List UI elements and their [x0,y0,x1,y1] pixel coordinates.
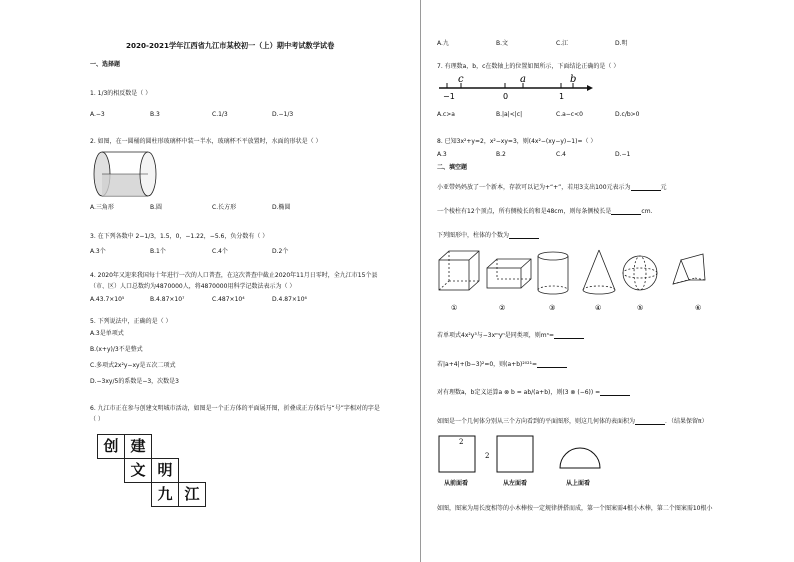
f6-text: 对有理数a，b定义运算a ⊗ b = ab/(a+b)，则(3 ⊗ (−6)) = [437,389,601,396]
q7-text: 7. 有理数a，b，c在数轴上的位置如图所示，下面结论正确的是（ ） [437,63,620,70]
f3-blank [509,232,539,239]
f2-unit: cm. [641,208,653,215]
f4-text: 若单项式4x²y³与−3xᵐyⁿ是同类项，则mⁿ= [437,332,555,339]
f3-text: 下列图形中，柱体的个数为 [437,232,510,239]
cylinder-shape [538,252,568,294]
f1-unit: 元 [660,184,667,191]
q4-line1: 4. 2020年又迎来我国每十年进行一次的人口普查，在这次普查中截止2020年11月日零时，全九江市15个县 [90,272,378,279]
f7-tail: ．（结果保留π） [665,418,708,425]
q1-opt-b: B.3 [150,111,160,118]
q1-opt-a: A.−3 [90,111,105,118]
shape-label-2: ② [499,304,506,312]
q4-opt-b: B.4.87×10⁷ [150,296,185,303]
view-label-left: 从左面看 [503,480,528,487]
q1-text: 1. 1/3的相反数是（ ） [90,90,152,97]
axis-label-c: c [458,74,464,85]
f4-line [437,332,584,339]
axis-tick-0: 0 [503,92,509,101]
q5-text: 5. 下列说法中，正确的是（ ） [90,318,172,325]
q3-opt-a: A.3个 [90,248,106,255]
view-label-front: 从前面看 [444,480,469,487]
q8-opt-a: A.3 [437,151,447,158]
f1-blank [631,184,661,191]
f5-text: 若|a+4|+(b−3)²=0，则(a+b)²⁰²¹= [437,361,538,368]
top-view-semicircle [560,448,600,468]
q4-opt-c: C.487×10⁴ [212,296,245,303]
q4-opt-d: D.4.87×10⁶ [272,296,307,303]
number-line [437,74,597,102]
q1-opt-d: D.−1/3 [272,111,294,118]
net-cell-jiang: 江 [178,482,206,507]
q6-line1: 6. 九江市正在参与创建文明城市活动，如图是一个正方体的平面展开图，折叠成正方体后与“号”字相对的字是 [90,405,380,412]
q3-opt-d: D.2个 [272,248,289,255]
section-choice: 一、选择题 [90,61,121,68]
q6-opt-a: A.九 [437,40,449,47]
shape-label-1: ① [451,304,458,312]
f6-line [437,389,630,396]
q7-opt-d: D.c/b>0 [615,111,640,118]
solid-shapes [437,246,707,318]
net-cell-jian: 建 [124,434,152,459]
sphere-shape [623,256,657,290]
q8-text: 8. 已知3x²+y=2，x²−xy=3，则(4x²−(xy−y)−1)=（ ） [437,138,597,145]
q5-opt-a: A.3是单项式 [90,330,124,337]
cuboid-shape [487,259,531,288]
axis-label-a: a [520,74,526,85]
q3-opt-b: B.1个 [150,248,166,255]
column-divider [420,0,421,562]
f1-text: 小亚带妈妈放了一个新本，存款可以记为+“+”，若用3支出100元表示为 [437,184,631,191]
f6-blank [600,389,630,396]
axis-tick-neg1: −1 [443,92,455,101]
q4-opt-a: A.43.7×10⁵ [90,296,125,303]
f2-blank [611,208,641,215]
q5-opt-b: B.(x+y)/3不是整式 [90,346,143,353]
q2-opt-a: A.三角形 [90,204,114,211]
net-cell-chuang: 创 [97,434,125,459]
triangular-prism-shape [673,254,705,284]
f7-text: 如图是一个几何体分别从三个方向看到的平面图形，则这几何体的表面积为 [437,418,636,425]
f3-line [437,232,539,239]
net-cell-wen: 文 [124,458,152,483]
front-view-dim: 2 [459,438,464,446]
view-label-top: 从上面看 [566,480,591,487]
left-view-dim: 2 [485,452,490,460]
f5-blank [537,361,567,368]
f7-line [437,418,708,425]
q6-line2: （ ） [90,416,104,423]
f5-line [437,361,567,368]
q2-opt-c: C.长方形 [212,204,237,211]
q3-opt-c: C.4个 [212,248,228,255]
q7-opt-b: B.|a|<|c| [496,111,523,118]
q5-opt-c: C.多项式2x²y−xy是五次二项式 [90,362,176,369]
axis-label-b: b [570,74,577,85]
cone-shape [583,250,615,294]
q7-opt-c: C.a−c<0 [556,111,583,118]
net-cell-jiu: 九 [151,482,179,507]
shape-label-3: ③ [549,304,556,312]
shape-label-4: ④ [595,304,602,312]
q1-opt-c: C.1/3 [212,111,228,118]
q8-opt-d: D.−1 [615,151,631,158]
shape-label-6: ⑥ [695,304,702,312]
q7-opt-a: A.c>a [437,111,455,118]
f1-line [437,184,667,191]
shape-label-5: ⑤ [637,304,644,312]
q2-text: 2. 如图，在一圆桶的圆柱形玻璃杯中装一半水，玻璃杯不平放置时，水面的形状是（ ） [90,138,322,145]
cylinder-figure [92,148,160,200]
left-view-square [497,436,533,472]
q5-opt-d: D.−3xy/5的系数是−3，次数是3 [90,378,179,385]
f2-text: 一个棱柱有12个顶点，所有侧棱长的和是48cm，则每条侧棱长是 [437,208,612,215]
f2-line [437,208,652,215]
q3-text: 3. 在下列各数中 2−1/3，1.5，0，−1.22，−5.6，负分数有（ ） [90,233,269,240]
q6-opt-d: D.明 [615,40,628,47]
q6-opt-b: B.文 [496,40,509,47]
q4-line2: （市、区）人口总数约为4870000人，将4870000用科学记数法表示为（ ） [90,283,296,290]
page-title: 2020-2021学年江西省九江市某校初一（上）期中考试数学试卷 [126,41,335,50]
f4-blank [554,332,584,339]
axis-tick-1: 1 [559,92,565,101]
q6-opt-c: C.江 [556,40,569,47]
q2-opt-d: D.椭圆 [272,204,291,211]
q8-opt-c: C.4 [556,151,566,158]
front-view-square [439,436,475,472]
net-cell-ming: 明 [151,458,179,483]
section-fill: 二、填空题 [437,164,468,171]
cube-shape [439,251,479,290]
f7-blank [635,418,665,425]
q8-opt-b: B.2 [496,151,506,158]
f8-text: 如图，图案为用长度相等的小木棒按一定规律拼搭而成，第一个图案需4根小木棒，第二个图案需10根小 [437,505,713,512]
q2-opt-b: B.圆 [150,204,163,211]
